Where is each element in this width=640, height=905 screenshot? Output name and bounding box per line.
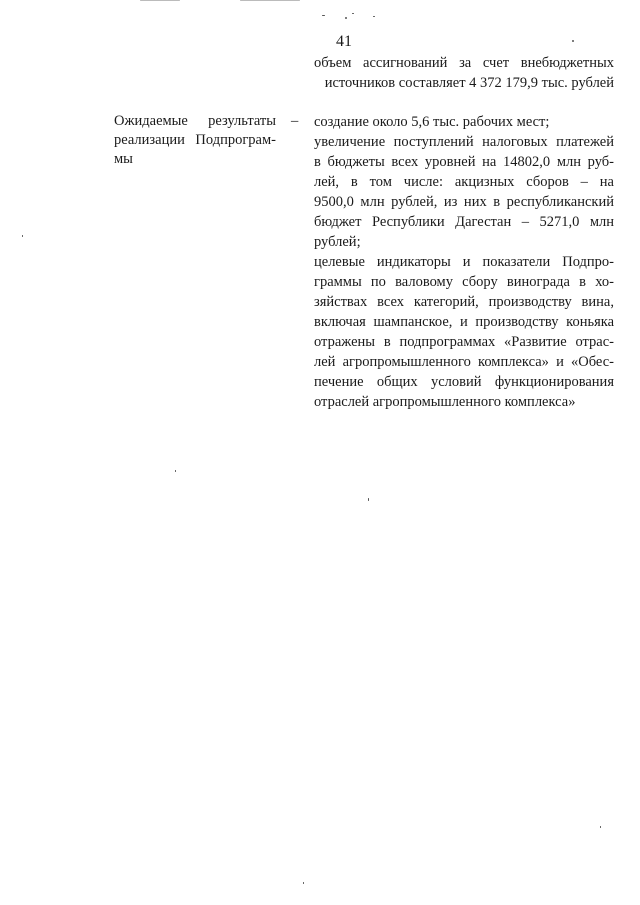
scan-speck (368, 498, 369, 501)
scan-speck (303, 882, 304, 884)
label-line: реализации Подпрограм- (114, 132, 276, 148)
text-line: в бюджеты всех уровней на 14802,0 млн руб- (314, 154, 614, 170)
text-line: рублей; (314, 234, 361, 250)
text-line: увеличение поступлений налоговых платежей (314, 134, 614, 150)
text-line: включая шампанское, и производству коньяка (314, 314, 614, 330)
text-line: граммы по валовому сбору винограда в хо- (314, 274, 614, 290)
top-paragraph (314, 53, 614, 93)
text-line: 9500,0 млн рублей, из них в республиканский (314, 194, 614, 210)
paragraph (314, 112, 614, 132)
label-line: Ожидаемые результаты (114, 113, 276, 129)
page-number: 41 (336, 33, 352, 50)
text-line: отражены в подпрограммах «Развитие отрас- (314, 334, 614, 350)
separator-dash: – (291, 113, 299, 129)
scan-speck (322, 15, 325, 16)
section-content (314, 112, 614, 412)
scan-speck (175, 470, 176, 472)
label-line: мы (114, 151, 133, 167)
section-label (114, 112, 276, 169)
scan-speck (572, 40, 574, 42)
text-line: объем ассигнований за счет внебюджетных (314, 55, 614, 71)
text-line: создание около 5,6 тыс. рабочих мест; (314, 114, 550, 130)
paragraph (314, 252, 614, 412)
text-line: зяйствах всех категорий, производству вина, (314, 294, 614, 310)
scan-speck (373, 16, 375, 17)
scan-speck (140, 0, 180, 1)
text-line: источников составляет 4 372 179,9 тыс. рублей (324, 75, 614, 91)
scan-speck (22, 235, 23, 237)
scan-speck (345, 17, 347, 19)
text-line: лей, в том числе: акцизных сборов – на (314, 174, 614, 190)
text-line: лей агропромышленного комплекса» и «Обес- (314, 354, 614, 370)
paragraph (314, 132, 614, 252)
scan-speck (240, 0, 300, 1)
text-line: бюджет Республики Дагестан – 5271,0 млн (314, 214, 614, 230)
scan-speck (352, 13, 354, 14)
text-line: отраслей агропромышленного комплекса» (314, 394, 576, 410)
text-line: печение общих условий функционирования (314, 374, 614, 390)
scan-speck (600, 826, 601, 828)
text-line: целевые индикаторы и показатели Подпро- (314, 254, 614, 270)
